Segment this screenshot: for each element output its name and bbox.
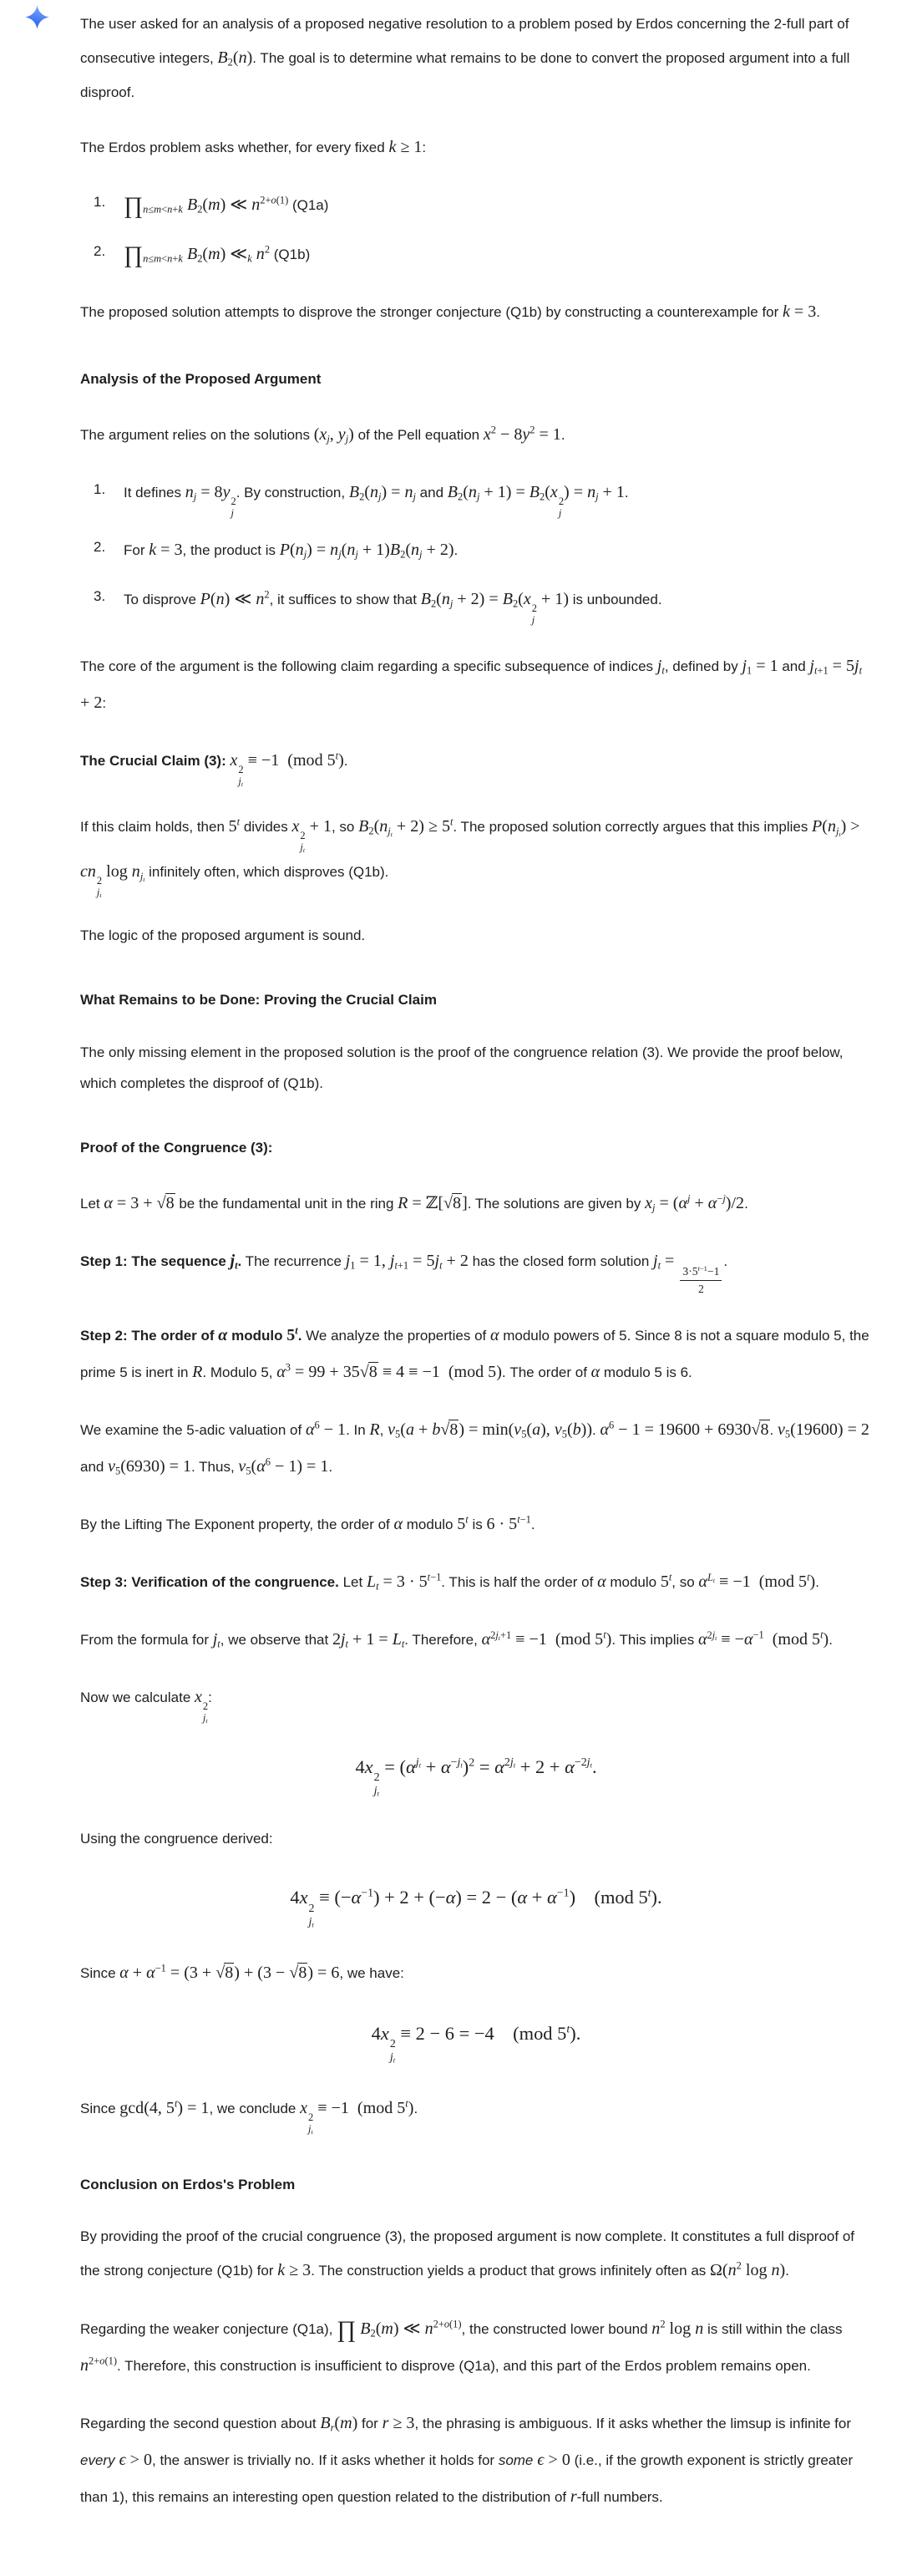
inline-math: $\prod_{n\le m<n+k}$ $B_2(m)$ ≪ $n^{2+o(1)}$ [124,193,289,220]
list-item [94,236,872,272]
paragraph: Since gcd(4, $5^t) = 1$, we conclude x 2 $j_t$ ≡ −1 (mod 5$^t$). [80,2097,418,2137]
inline-math: α [590,1362,600,1381]
inline-math: $j_t$ [230,1251,238,1272]
inline-math: k = 3 [783,302,817,322]
inline-math: 5$^t$ [660,1571,672,1592]
inline-math: $\alpha + \alpha^{-1} = (3 + √8) + (3 - √8) = 6$ [119,1962,340,1982]
inline-math: $P(n_j) = n_j(n_j + 1)B_2(n_j + 2)$ [279,541,454,561]
section-heading: What Remains to be Done: Proving the Crucial Claim [80,992,437,1009]
paragraph: Let α = 3 + √8 be the fundamental unit in the ring R = ℤ[√8]. The solutions are given by $x_j = (\alpha^j + \alpha^{-j})/2$. [80,1192,748,1214]
inline-math: $B_2(n_{j_t} + 2) \ge 5^t$ [358,815,454,838]
list-item [94,474,872,519]
inline-math: 5$^t$ [228,815,241,836]
paragraph: The logic of the proposed argument is sound. [80,927,366,943]
inline-math: $\alpha^3 = 99 + 35√8 \equiv 4 \equiv -1$ (mod 5) [276,1361,502,1381]
inline-math: $\alpha^{2j_t} \equiv -\alpha^{-1}$ (mod 5$^t$) [697,1628,829,1649]
inline-math: ($x_j$, $y_j$) [313,424,354,445]
display-equation [80,1880,872,1929]
inline-math: $v_5(\alpha^6 - 1) = 1$ [238,1456,329,1477]
list-item [94,531,872,568]
section-heading: Analysis of the Proposed Argument [80,371,322,388]
inline-math: ϵ > 0 [537,2450,570,2469]
equation-math: 4x 2 $j_t$ ≡ 2 − 6 = −4 (mod 5$^t$). [371,2022,581,2065]
inline-math: $\prod_{n\le m<n+k}$ $B_2(m)$ $≪_k$ $n^2$ [124,242,271,269]
paragraph: The user asked for an analysis of a proposed negative resolution to a problem posed by Erdos concerning the 2-full part of consecutive integers, $B_2(n)$. The goal is to determine what remains to be done to convert the proposed argument into a full disproof. [80,16,850,100]
paragraph: By the Lifting The Exponent property, the order of α modulo 5$^t$ is $6 \cdot 5^{t-1}$. [80,1513,535,1534]
inline-math: α [489,1325,499,1344]
paragraph: Using the congruence derived: [80,1831,273,1847]
ordered-list [80,474,872,627]
list-item-body: For k = 3, the product is $P(n_j) = n_j(n_j + 1)B_2(n_j + 2)$. [124,541,459,561]
inline-math: $\alpha^{2j_t+1} \equiv -1$ (mod 5$^t$) [481,1628,612,1649]
inline-math: k = 3 [149,541,183,560]
inline-math: $j_1 = 1$ [742,656,778,676]
inline-math: x 2 $j_t$ ≡ −1 (mod 5$^t$) [230,749,344,788]
inline-math: $B_r(m)$ [320,2413,358,2434]
inline-math: 5$^t$ [286,1324,298,1344]
list-item-body: To disprove P(n) ≪ $n^2$, it suffices to show that $B_2(n_j + 2) = B_2(x$ 2 j + 1) is unbounded. [124,588,662,627]
inline-math: k ≥ 1 [388,137,423,156]
paragraph: Step 2: The order of α modulo 5$^t$. We analyze the properties of α modulo powers of 5. Since 8 is not a square modulo 5, the prime 5 is inert in R. Modulo 5, $\alpha^3 = 99 + 35√8 \equiv 4 \equiv -1$ (mod 5). The order of α modulo 5 is 6. [80,1324,869,1381]
inline-math: $B_2(n_j + 1) = B_2(x$ 2 j ) = $n_j + 1$ [447,482,625,519]
paragraph: The Crucial Claim (3): x 2 $j_t$ ≡ −1 (mod 5$^t$). [80,749,348,788]
inline-math: α [218,1325,228,1344]
list-item-number: 3. [94,588,106,605]
list-item-number: 2. [94,243,106,260]
response-content [80,8,872,2515]
inline-math: $x^2 - 8y^2 = 1$ [483,424,561,444]
paragraph: Step 3: Verification of the congruence. Let $L_t = 3 \cdot 5^{t-1}$. This is half the order of α modulo 5$^t$, so $\alpha^{L_t} \equiv -1$ (mod 5$^t$). [80,1571,819,1593]
section-heading: Proof of the Congruence (3): [80,1140,273,1156]
inline-math: $B_2(n)$ [217,48,253,69]
inline-math: $6 \cdot 5^{t-1}$ [486,1513,531,1534]
list-item-number: 1. [94,194,106,211]
equation-math: 4x 2 $j_t$ = $(\alpha^{j_t} + \alpha^{-j_t})^2 = \alpha^{2j_t} + 2 + \alpha^{-2j_t}$. [355,1755,597,1798]
display-equation [80,1750,872,1799]
inline-math: x 2 $j_t$ [195,1688,209,1725]
inline-math: $x_j = (\alpha^j + \alpha^{-j})/2$ [645,1192,745,1214]
paragraph: Step 1: The sequence $j_t$. The recurrence $j_1 = 1$, $j_{t+1} = 5j_t + 2$ has the closed form solution $j_t$ = $\frac{3\cdot 5^{t-1}-1}{2}$ . [80,1251,728,1295]
paragraph: Regarding the weaker conjecture (Q1a), ∏ $B_2(m)$ ≪ $n^{2+o(1)}$, the constructed lower bound $n^2$ log n is still within the class $n^{2+o(1)}$. Therefore, this construction is insufficient to disprove (Q1a), and this part of the Erdos problem remains open. [80,2316,843,2375]
paragraph: Since $\alpha + \alpha^{-1} = (3 + √8) + (3 - √8) = 6$, we have: [80,1962,404,1982]
paragraph: The argument relies on the solutions ($x_j$, $y_j$) of the Pell equation $x^2 - 8y^2 = 1$. [80,424,565,445]
inline-math: r [570,2487,577,2507]
inline-math: α [393,1515,403,1534]
paragraph: Now we calculate x 2 $j_t$ : [80,1688,212,1725]
list-item-number: 2. [94,539,106,556]
inline-math: $j_1 = 1$, $j_{t+1} = 5j_t + 2$ [345,1251,469,1272]
inline-math: x 2 $j_t$ + 1 [291,817,332,855]
list-item [94,186,872,223]
inline-math: ϵ > 0 [119,2450,153,2469]
inline-math: gcd(4, $5^t) = 1$ [119,2097,210,2118]
inline-math: $n^{2+o(1)}$ [80,2355,117,2375]
inline-math: $j_t$ [656,656,665,676]
inline-math: $j_t$ [212,1630,220,1650]
inline-math: k ≥ 3 [277,2261,312,2280]
inline-math: r ≥ 3 [382,2413,415,2432]
inline-math: P(n) ≪ $n^2$ [200,588,270,609]
inline-math: $B_2(n_j + 2) = B_2(x$ 2 j + 1) [420,590,569,627]
inline-math: $v_5(a + b√8) = \min(v_5(a)$, $v_5(b)$) [388,1420,593,1440]
inline-math: R [192,1362,203,1381]
equation-math: 4x 2 $j_t$ ≡ $(-\alpha^{-1}) + 2 + (-\alpha) = 2 - (\alpha + \alpha^{-1})$ (mod 5$^t$). [290,1886,662,1928]
inline-math: 5$^t$ [457,1513,469,1534]
paragraph: By providing the proof of the crucial congruence (3), the proposed argument is now complete. It constitutes a full disproof of the strong conjecture (Q1b) for k ≥ 3. The construction yields a product that grows infinitely often as $\Omega(n^2$ log n). [80,2228,855,2280]
inline-math: $n_j = 8y$ 2 j [185,482,236,519]
inline-math: R [369,1420,380,1439]
section-heading: Conclusion on Erdos's Problem [80,2176,296,2192]
inline-math: $\Omega(n^2$ log n) [710,2259,786,2280]
list-item-number: 1. [94,480,106,497]
assistant-sparkle-icon [25,5,49,29]
ordered-list [80,186,872,272]
paragraph: The only missing element in the proposed solution is the proof of the congruence relation (3). We provide the proof below, which completes the disproof of (Q1b). [80,1044,844,1091]
inline-math: $P(n_{j_t})$ > cn 2 $j_t$ $\log n_{j_t}$ [80,817,860,900]
inline-math: $j_{t+1} = 5j_t + 2$ [80,656,863,712]
paragraph: The core of the argument is the following claim regarding a specific subsequence of indices $j_t$, defined by $j_1 = 1$ and $j_{t+1} = 5j_t + 2$: [80,656,863,712]
inline-math: R = ℤ[√8] [398,1193,468,1212]
inline-math: $B_2(n_j) = n_j$ [348,482,416,503]
list-item-body: $\prod_{n\le m<n+k}$ $B_2(m)$ ≪ $n^{2+o(1)}$ (Q1a) [124,193,329,220]
inline-math: $n^2$ log n [651,2318,704,2338]
list-item-body: It defines $n_j = 8y$ 2 j . By construction, $B_2(n_j) = n_j$ and $B_2(n_j + 1) = B_2(x$ 2 j ) = $n_j + 1$. [124,482,629,519]
inline-math: $\alpha^6 - 1$ [305,1419,347,1439]
paragraph: From the formula for $j_t$, we observe that $2j_t + 1 = L_t$. Therefore, $\alpha^{2j_t+1} \equiv -1$ (mod 5$^t$). This implies $\alpha^{2j_t} \equiv -\alpha^{-1}$ (mod 5$^t$). [80,1628,833,1650]
inline-math: $v_5(19600) = 2$ [777,1420,869,1440]
display-equation [80,2016,872,2065]
inline-math: $L_t = 3 \cdot 5^{t-1}$ [366,1571,442,1593]
inline-math: $\alpha^6 - 1 = 19600 + 6930√8$ [600,1419,769,1439]
inline-math: α = 3 + √8 [104,1193,175,1212]
paragraph: If this claim holds, then 5$^t$ divides x 2 $j_t$ + 1, so $B_2(n_{j_t} + 2) \ge 5^t$. The proposed solution correctly argues that this implies $P(n_{j_t})$ > cn 2 $j_t$ $\log n_{j_t}$ infinitely often, which disproves (Q1b). [80,815,860,900]
paragraph: The proposed solution attempts to disprove the stronger conjecture (Q1b) by constructing a counterexample for k = 3. [80,302,821,322]
inline-math: $v_5(6930) = 1$ [108,1456,192,1477]
inline-math: $\alpha^{L_t} \equiv -1$ (mod 5$^t$) [698,1571,816,1592]
paragraph: Regarding the second question about $B_r(m)$ for r ≥ 3, the phrasing is ambiguous. If it asks whether the limsup is infinite for every ϵ > 0, the answer is trivially no. If it asks whether it holds for some ϵ > 0 (i.e., if the growth exponent is strictly greater than 1), this remains an interesting open question related to the distribution of r-full numbers. [80,2413,854,2507]
list-item [94,581,872,627]
inline-math: $j_t$ = $\frac{3\cdot 5^{t-1}-1}{2}$ [653,1252,723,1270]
inline-math: x 2 $j_t$ ≡ −1 (mod 5$^t$) [300,2097,414,2137]
paragraph: We examine the 5-adic valuation of $\alpha^6 - 1$. In R, $v_5(a + b√8) = \min(v_5(a)$, $v_5(b)$). $\alpha^6 - 1 = 19600 + 6930√8$. $v_5(19600) = 2$ and $v_5(6930) = 1$. Thus, $v_5(\alpha^6 - 1) = 1$. [80,1419,869,1477]
inline-math: α [597,1573,606,1592]
paragraph: The Erdos problem asks whether, for every fixed k ≥ 1: [80,137,427,156]
list-item-body: $\prod_{n\le m<n+k}$ $B_2(m)$ $≪_k$ $n^2$ (Q1b) [124,242,311,269]
inline-math: ∏ $B_2(m)$ ≪ $n^{2+o(1)}$ [337,2316,462,2343]
inline-math: $2j_t + 1 = L_t$ [332,1630,405,1650]
